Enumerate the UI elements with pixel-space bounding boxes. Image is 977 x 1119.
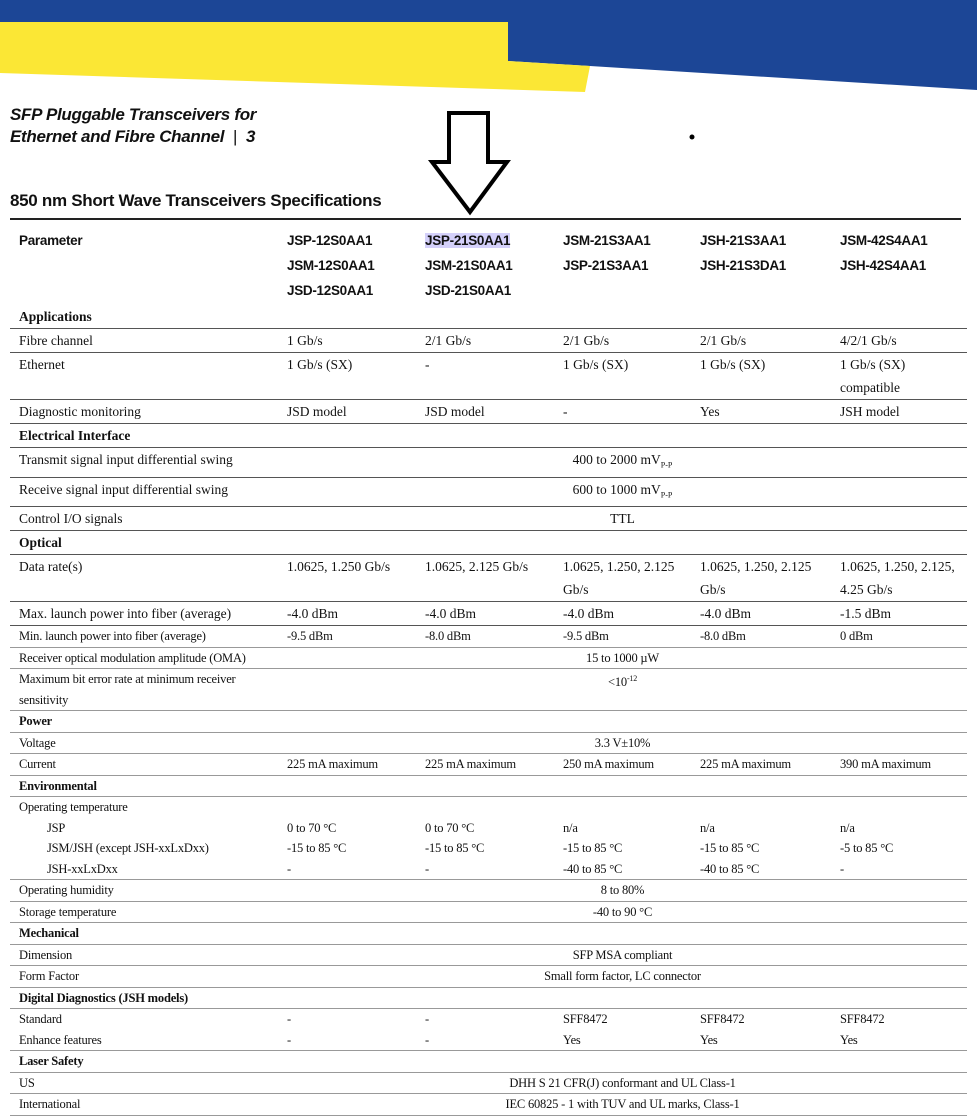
model-number: JSD-21S0AA1 xyxy=(425,283,511,298)
parameter-label: International xyxy=(10,1094,278,1116)
banner-yellow xyxy=(0,22,590,92)
model-number: JSH-21S3AA1 xyxy=(700,233,786,248)
cell-value: 0 dBm xyxy=(831,626,967,648)
cell-value: -9.5 dBm xyxy=(554,626,691,648)
parameter-label: Diagnostic monitoring xyxy=(10,400,278,424)
cell-value: 390 mA maximum xyxy=(831,754,967,776)
cell-value: 2/1 Gb/s xyxy=(554,329,691,353)
table-row xyxy=(10,944,967,966)
table-row xyxy=(10,353,967,400)
table-row xyxy=(10,838,967,859)
cell-value: Yes xyxy=(691,1030,831,1051)
table-row xyxy=(10,329,967,353)
cell-value xyxy=(554,797,691,818)
header-model-column xyxy=(700,228,786,278)
table-row xyxy=(10,797,967,818)
parameter-label: JSP xyxy=(47,820,66,835)
parameter-label: Min. launch power into fiber (average) xyxy=(10,626,278,648)
cell-value: 2/1 Gb/s xyxy=(416,329,554,353)
table-row xyxy=(10,732,967,754)
shared-value: 400 to 2000 $mV_{P-P}$ xyxy=(278,448,967,478)
parameter-label: Operating temperature xyxy=(19,800,128,815)
cell-value: - xyxy=(554,400,691,424)
cell-value: 1.0625, 1.250, 2.125 Gb/s xyxy=(691,555,831,602)
model-number: JSM-21S0AA1 xyxy=(425,258,513,273)
parameter-label: JSH-xxLxDxx xyxy=(10,859,278,880)
table-row xyxy=(10,477,967,507)
exponent: -12 xyxy=(626,674,638,684)
cell-value: SFF8472 xyxy=(840,1012,885,1027)
divider xyxy=(10,218,961,220)
model-number: JSP-21S3AA1 xyxy=(563,258,649,273)
parameter-label: Receiver optical modulation amplitude (OMA) xyxy=(10,647,278,669)
parameter-label: Current xyxy=(10,754,278,776)
cell-value: 1.0625, 1.250, 2.125, 4.25 Gb/s xyxy=(831,555,967,602)
shared-value: Small form factor, LC connector xyxy=(278,966,967,988)
cell-value: -15 to 85 °C xyxy=(563,841,623,856)
cell-value: - xyxy=(425,1012,429,1027)
cell-value: SFF8472 xyxy=(700,1012,745,1027)
section-row xyxy=(10,305,967,329)
shared-value: DHH S 21 CFR(J) conformant and UL Class-1 xyxy=(278,1072,967,1094)
page-number: 3 xyxy=(246,127,256,146)
cell-value: 1 Gb/s xyxy=(278,329,416,353)
cell-value: 1 Gb/s (SX) compatible xyxy=(831,353,967,400)
parameter-label: Dimension xyxy=(10,944,278,966)
cell-value: - xyxy=(416,859,554,880)
parameter-label: Data rate(s) xyxy=(10,555,278,602)
table-row xyxy=(10,901,967,923)
spec-table xyxy=(10,305,967,1116)
cell-value: JSH model xyxy=(831,400,967,424)
cell-value: -8.0 dBm xyxy=(691,626,831,648)
parameter-label: Standard xyxy=(19,1012,62,1027)
parameter-label: Max. launch power into fiber (average) xyxy=(10,602,278,626)
section-row xyxy=(10,775,967,797)
cell-value: 1.0625, 2.125 Gb/s xyxy=(416,555,554,602)
shared-value: 15 to 1000 µW xyxy=(278,647,967,669)
parameter-label: Storage temperature xyxy=(10,901,278,923)
cell-value: Yes xyxy=(691,400,831,424)
parameter-label: Ethernet xyxy=(10,353,278,400)
cell-value: -15 to 85 °C xyxy=(287,841,347,856)
header-model-column xyxy=(425,228,513,303)
header-model-column xyxy=(563,228,651,278)
model-number: JSM-12S0AA1 xyxy=(287,258,375,273)
page-separator: | xyxy=(233,127,238,146)
cell-value: SFF8472 xyxy=(563,1012,608,1027)
cell-value xyxy=(278,797,416,818)
parameter-label: Operating humidity xyxy=(10,880,278,902)
model-number: JSH-42S4AA1 xyxy=(840,258,926,273)
shared-value: 8 to 80% xyxy=(278,880,967,902)
spec-title: 850 nm Short Wave Transceivers Specifications xyxy=(10,191,382,210)
dot-mark xyxy=(690,135,695,140)
cell-value: 2/1 Gb/s xyxy=(691,329,831,353)
model-number: JSD-12S0AA1 xyxy=(287,283,373,298)
cell-value: -15 to 85 °C xyxy=(700,841,760,856)
cell-value: -8.0 dBm xyxy=(416,626,554,648)
shared-value: TTL xyxy=(278,507,967,531)
cell-value: -40 to 85 °C xyxy=(554,859,691,880)
cell-value: JSD model xyxy=(416,400,554,424)
model-number: JSM-21S3AA1 xyxy=(563,233,651,248)
cell-value: n/a xyxy=(700,820,715,835)
parameter-label: Voltage xyxy=(10,732,278,754)
section-heading: Digital Diagnostics (JSH models) xyxy=(10,987,967,1009)
cell-value: 1 Gb/s (SX) xyxy=(691,353,831,400)
header-model-column xyxy=(840,228,928,278)
cell-value: -4.0 dBm xyxy=(554,602,691,626)
cell-value: Yes xyxy=(554,1030,691,1051)
parameter-label: Receive signal input differential swing xyxy=(10,477,278,507)
shared-value: IEC 60825 - 1 with TUV and UL marks, Class-1 xyxy=(278,1094,967,1116)
cell-value: 250 mA maximum xyxy=(554,754,691,776)
cell-value: - xyxy=(278,1030,416,1051)
section-row xyxy=(10,424,967,448)
title-line-2: Ethernet and Fibre Channel xyxy=(10,127,225,146)
parameter-label: US xyxy=(10,1072,278,1094)
cell-value: Yes xyxy=(831,1030,967,1051)
cell-value: 4/2/1 Gb/s xyxy=(831,329,967,353)
cell-value: 0 to 70 °C xyxy=(287,820,337,835)
model-number: JSP-12S0AA1 xyxy=(287,233,373,248)
shared-value: 600 to 1000 $mV_{P-P}$ xyxy=(278,477,967,507)
table-row xyxy=(10,880,967,902)
cell-value: JSD model xyxy=(278,400,416,424)
cell-value: 1 Gb/s (SX) xyxy=(554,353,691,400)
section-row xyxy=(10,1051,967,1073)
shared-value: 3.3 V±10% xyxy=(278,732,967,754)
cell-value: -40 to 85 °C xyxy=(691,859,831,880)
section-heading: Optical xyxy=(10,531,967,555)
parameter-label: Maximum bit error rate at minimum receiver sensitivity xyxy=(10,669,278,711)
model-number: JSH-21S3DA1 xyxy=(700,258,786,273)
table-row xyxy=(10,448,967,478)
document-title xyxy=(10,104,256,148)
model-number: JSM-42S4AA1 xyxy=(840,233,928,248)
parameter-label: Enhance features xyxy=(10,1030,278,1051)
table-row xyxy=(10,647,967,669)
section-row xyxy=(10,531,967,555)
table-row xyxy=(10,966,967,988)
cell-value: -1.5 dBm xyxy=(831,602,967,626)
table-row xyxy=(10,626,967,648)
section-heading: Environmental xyxy=(10,775,967,797)
parameter-label: JSM/JSH (except JSH-xxLxDxx) xyxy=(47,841,209,856)
shared-value: -40 to 90 °C xyxy=(278,901,967,923)
section-heading: Electrical Interface xyxy=(10,424,967,448)
table-row xyxy=(10,1009,967,1030)
cell-value: - xyxy=(278,859,416,880)
section-row xyxy=(10,987,967,1009)
cell-value xyxy=(831,797,967,818)
table-row xyxy=(10,818,967,839)
header-banner xyxy=(0,0,977,100)
section-heading: Applications xyxy=(10,305,967,329)
parameter-label: Transmit signal input differential swing xyxy=(10,448,278,478)
header-parameter: Parameter xyxy=(19,233,83,248)
parameter-label: Control I/O signals xyxy=(10,507,278,531)
cell-value: n/a xyxy=(840,820,855,835)
unit-subscript: P-P xyxy=(660,490,673,500)
table-row xyxy=(10,602,967,626)
cell-value: -4.0 dBm xyxy=(278,602,416,626)
cell-value: n/a xyxy=(563,820,578,835)
cell-value: 225 mA maximum xyxy=(691,754,831,776)
table-row xyxy=(10,1072,967,1094)
shared-value: SFP MSA compliant xyxy=(278,944,967,966)
table-row xyxy=(10,859,967,880)
cell-value: - xyxy=(287,1012,291,1027)
cell-value: 1.0625, 1.250, 2.125 Gb/s xyxy=(554,555,691,602)
model-number: JSP-21S0AA1 xyxy=(425,233,511,248)
header-model-column xyxy=(287,228,375,303)
cell-value: - xyxy=(416,1030,554,1051)
cell-value: - xyxy=(416,353,554,400)
table-row xyxy=(10,400,967,424)
cell-value: 225 mA maximum xyxy=(278,754,416,776)
cell-value: 1.0625, 1.250 Gb/s xyxy=(278,555,416,602)
table-row xyxy=(10,669,967,711)
cell-value xyxy=(691,797,831,818)
cell-value: 0 to 70 °C xyxy=(425,820,475,835)
cell-value: 1 Gb/s (SX) xyxy=(278,353,416,400)
table-row xyxy=(10,1030,967,1051)
cell-value: -9.5 dBm xyxy=(278,626,416,648)
unit-subscript: P-P xyxy=(660,460,673,470)
table-row xyxy=(10,754,967,776)
cell-value: -4.0 dBm xyxy=(416,602,554,626)
table-row xyxy=(10,507,967,531)
table-row xyxy=(10,555,967,602)
cell-value: -4.0 dBm xyxy=(691,602,831,626)
parameter-label: Form Factor xyxy=(10,966,278,988)
section-row xyxy=(10,711,967,733)
parameter-label: Fibre channel xyxy=(10,329,278,353)
cell-value: -15 to 85 °C xyxy=(425,841,485,856)
section-row xyxy=(10,923,967,945)
section-heading: Power xyxy=(10,711,967,733)
cell-value: - xyxy=(831,859,967,880)
table-row xyxy=(10,1094,967,1116)
section-heading: Mechanical xyxy=(10,923,967,945)
cell-value: 225 mA maximum xyxy=(416,754,554,776)
cell-value xyxy=(416,797,554,818)
section-heading: Laser Safety xyxy=(10,1051,967,1073)
shared-value: $<10^{-12}$ xyxy=(278,669,967,711)
cell-value: -5 to 85 °C xyxy=(840,841,894,856)
title-line-1: SFP Pluggable Transceivers for xyxy=(10,105,257,124)
